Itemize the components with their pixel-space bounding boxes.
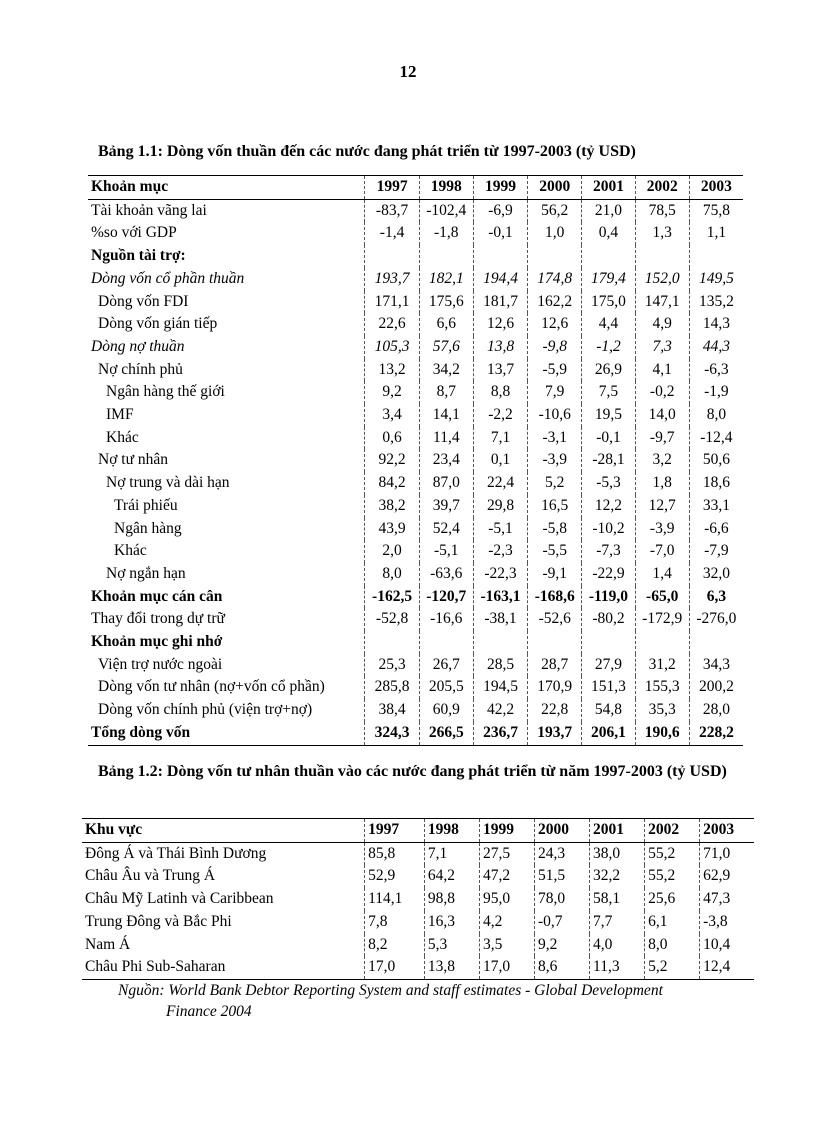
table1-cell: -10,2: [582, 518, 635, 541]
table1-cell: 182,1: [419, 268, 473, 291]
table2-row-label: Châu Phi Sub-Saharan: [85, 958, 226, 976]
table1-header-label: Khoản mục: [91, 178, 169, 195]
table1-cell: 228,2: [689, 722, 743, 745]
table1-cell: 0,6: [365, 427, 419, 450]
table1-row: [88, 608, 743, 631]
table1-cell: 78,5: [635, 199, 689, 222]
table1-row-label: Tài khoản vãng lai: [91, 201, 207, 219]
table1-row: [88, 654, 743, 677]
table2-cell: 24,3: [535, 842, 590, 865]
table1-cell: -0,1: [582, 427, 635, 450]
table1-cell: 200,2: [689, 676, 743, 699]
table2-header-label: Khu vực: [85, 821, 143, 838]
table1-cell: 12,6: [528, 313, 582, 336]
table2-year-header: 1998: [424, 819, 479, 843]
table1-row: [88, 699, 743, 722]
table1-cell: 52,4: [419, 518, 473, 541]
page-number: 12: [399, 62, 417, 81]
table1-row: [88, 722, 743, 745]
table1-cell: -1,2: [582, 336, 635, 359]
table1-row: [88, 199, 743, 222]
table1-cell: -6,9: [473, 199, 527, 222]
table2-cell: 85,8: [365, 842, 425, 865]
table2-cell: 6,1: [645, 911, 700, 934]
table2-cell: 27,5: [479, 842, 534, 865]
table1-row-label: Nợ chính phủ: [98, 360, 183, 378]
table1-cell: -0,1: [473, 222, 527, 245]
table2-cell: 52,9: [365, 865, 425, 888]
table2-cell: 5,3: [424, 934, 479, 957]
table1-cell: 16,5: [528, 495, 582, 518]
table1-cell: 22,8: [528, 699, 582, 722]
table2-cell: -3,8: [700, 911, 754, 934]
table1-row-label: Khác: [106, 428, 139, 446]
table1-cell: 13,8: [473, 336, 527, 359]
table2-cell: 10,4: [700, 934, 754, 957]
table1-cell: -5,5: [528, 540, 582, 563]
table1-cell: 12,7: [635, 495, 689, 518]
table1-cell: 0,1: [473, 449, 527, 472]
table1-cell: [419, 631, 473, 654]
table1-cell: 285,8: [365, 676, 419, 699]
table1-cell: 38,2: [365, 495, 419, 518]
table2-cell: 16,3: [424, 911, 479, 934]
table1-row-label: Dòng vốn tư nhân (nợ+vốn cổ phần): [98, 678, 325, 696]
table1-cell: [528, 631, 582, 654]
table2-row: [82, 956, 754, 979]
table2-cell: 47,2: [479, 865, 534, 888]
table1-cell: 266,5: [419, 722, 473, 745]
table2-cell: 5,2: [645, 956, 700, 979]
table1-cell: 34,2: [419, 359, 473, 382]
table1-cell: -5,1: [473, 518, 527, 541]
table1-cell: -163,1: [473, 586, 527, 609]
table1-cell: [365, 245, 419, 268]
table1-cell: -10,6: [528, 404, 582, 427]
table1-row-label: Dòng nợ thuần: [91, 337, 185, 355]
table2-cell: 7,8: [365, 911, 425, 934]
table1-cell: -9,1: [528, 563, 582, 586]
table1-year-header: 2000: [528, 176, 582, 200]
table2-caption: Bảng 1.2: Dòng vốn tư nhân thuần vào các nước đang phát triển từ năm 1997-2003 (tỷ USD): [98, 763, 727, 780]
table2-cell: 98,8: [424, 888, 479, 911]
table2-year-header: 2002: [645, 819, 700, 843]
table2-cell: 55,2: [645, 865, 700, 888]
table2-cell: 51,5: [535, 865, 590, 888]
table1-cell: 193,7: [365, 268, 419, 291]
table1-cell: 60,9: [419, 699, 473, 722]
table1-cell: 8,7: [419, 381, 473, 404]
table1-cell: 6,3: [689, 586, 743, 609]
table1-cell: -9,7: [635, 427, 689, 450]
table1-cell: 22,4: [473, 472, 527, 495]
table1-cell: 7,1: [473, 427, 527, 450]
table1-cell: -102,4: [419, 199, 473, 222]
table1-cell: -38,1: [473, 608, 527, 631]
table1-cell: 28,0: [689, 699, 743, 722]
table1-cell: 22,6: [365, 313, 419, 336]
table1-cell: 147,1: [635, 291, 689, 314]
table1-cell: 105,3: [365, 336, 419, 359]
table1-cell: [419, 245, 473, 268]
table1: [88, 175, 743, 746]
table1-cell: 7,3: [635, 336, 689, 359]
table1-cell: 8,0: [365, 563, 419, 586]
table1-cell: 26,9: [582, 359, 635, 382]
table1-cell: -6,3: [689, 359, 743, 382]
table1-cell: -168,6: [528, 586, 582, 609]
table1-row: [88, 359, 743, 382]
table1-cell: -6,6: [689, 518, 743, 541]
table1-row: [88, 404, 743, 427]
table1-row: [88, 495, 743, 518]
table1-cell: [473, 245, 527, 268]
table1-cell: 12,2: [582, 495, 635, 518]
table1-row: [88, 381, 743, 404]
table2-cell: 32,2: [590, 865, 645, 888]
table2-row-label: Trung Đông và Bắc Phi: [85, 912, 232, 930]
table2-cell: 3,5: [479, 934, 534, 957]
table2-header-row: [82, 819, 754, 843]
table1-cell: 1,3: [635, 222, 689, 245]
table2-year-header: 1999: [479, 819, 534, 843]
table2-cell: 25,6: [645, 888, 700, 911]
table1-cell: 44,3: [689, 336, 743, 359]
table1-cell: 8,8: [473, 381, 527, 404]
table1-row-label: Ngân hàng: [114, 519, 182, 537]
table1-cell: 149,5: [689, 268, 743, 291]
table1-year-header: 1999: [473, 176, 527, 200]
table2-cell: 8,2: [365, 934, 425, 957]
table1-cell: 38,4: [365, 699, 419, 722]
table1-cell: -5,3: [582, 472, 635, 495]
table1-row: [88, 313, 743, 336]
table1-cell: 170,9: [528, 676, 582, 699]
table1-year-header: 2001: [582, 176, 635, 200]
table1-cell: -80,2: [582, 608, 635, 631]
table1-cell: 1,1: [689, 222, 743, 245]
table1-cell: 75,8: [689, 199, 743, 222]
table1-cell: 324,3: [365, 722, 419, 745]
table1-year-header: 2003: [689, 176, 743, 200]
table1-row-label: Dòng vốn gián tiếp: [98, 315, 218, 333]
table1-cell: 34,3: [689, 654, 743, 677]
table1-cell: 9,2: [365, 381, 419, 404]
table1-cell: 33,1: [689, 495, 743, 518]
table1-cell: 23,4: [419, 449, 473, 472]
table2-cell: 7,1: [424, 842, 479, 865]
table1-row-label: Khác: [114, 542, 147, 560]
table1-cell: 4,4: [582, 313, 635, 336]
table1-cell: 6,6: [419, 313, 473, 336]
table1-cell: 236,7: [473, 722, 527, 745]
table1-year-header: 2002: [635, 176, 689, 200]
table2-cell: 4,2: [479, 911, 534, 934]
table1-cell: 14,1: [419, 404, 473, 427]
table1-cell: -22,3: [473, 563, 527, 586]
table1-cell: 190,6: [635, 722, 689, 745]
table1-cell: [689, 245, 743, 268]
table1-cell: -3,9: [635, 518, 689, 541]
table1-row-label: IMF: [106, 406, 134, 424]
table1-cell: 21,0: [582, 199, 635, 222]
table1-row-label: Dòng vốn FDI: [98, 292, 189, 310]
table1-cell: 26,7: [419, 654, 473, 677]
table1-cell: 1,4: [635, 563, 689, 586]
table2-cell: 9,2: [535, 934, 590, 957]
table1-cell: 179,4: [582, 268, 635, 291]
table2-row: [82, 865, 754, 888]
table1-row: [88, 449, 743, 472]
table1-cell: 13,7: [473, 359, 527, 382]
table1-row-label: Nguồn tài trợ:: [91, 247, 186, 265]
table1-row: [88, 291, 743, 314]
table1-row: [88, 472, 743, 495]
table2-cell: 64,2: [424, 865, 479, 888]
table1-cell: 162,2: [528, 291, 582, 314]
table1-cell: -1,4: [365, 222, 419, 245]
table2-row: [82, 888, 754, 911]
table2-cell: 4,0: [590, 934, 645, 957]
table1-cell: -52,8: [365, 608, 419, 631]
table2-cell: 78,0: [535, 888, 590, 911]
table1-cell: 1,0: [528, 222, 582, 245]
table1-cell: 171,1: [365, 291, 419, 314]
table1-cell: 35,3: [635, 699, 689, 722]
table2-cell: 38,0: [590, 842, 645, 865]
table1-cell: 13,2: [365, 359, 419, 382]
table1-cell: -5,9: [528, 359, 582, 382]
table2-year-header: 2001: [590, 819, 645, 843]
table1-cell: 175,6: [419, 291, 473, 314]
table1-cell: 87,0: [419, 472, 473, 495]
table1-cell: [528, 245, 582, 268]
table2-cell: 8,0: [645, 934, 700, 957]
table1-row: [88, 631, 743, 654]
table1-cell: 7,5: [582, 381, 635, 404]
table1-row-label: Trái phiếu: [114, 496, 178, 514]
table1-row: [88, 427, 743, 450]
table1-cell: -172,9: [635, 608, 689, 631]
table2-cell: 13,8: [424, 956, 479, 979]
table2-row-label: Châu Âu và Trung Á: [85, 867, 216, 885]
table1-caption: Bảng 1.1: Dòng vốn thuần đến các nước đang phát triển từ 1997-2003 (tỷ USD): [98, 143, 636, 160]
table2-row-label: Đông Á và Thái Bình Dương: [85, 844, 267, 862]
table1-cell: 206,1: [582, 722, 635, 745]
table1-cell: 43,9: [365, 518, 419, 541]
table2-row-label: Châu Mỹ Latinh và Caribbean: [85, 890, 274, 908]
table1-cell: 4,9: [635, 313, 689, 336]
table1-row-label: Dòng vốn chính phủ (viện trợ+nợ): [98, 701, 313, 719]
table1-cell: 5,2: [528, 472, 582, 495]
table1-cell: 151,3: [582, 676, 635, 699]
table1-row-label: Nợ ngắn hạn: [106, 564, 186, 582]
table1-cell: 11,4: [419, 427, 473, 450]
table1-cell: -22,9: [582, 563, 635, 586]
table1-cell: -9,8: [528, 336, 582, 359]
table1-cell: 3,2: [635, 449, 689, 472]
table1-cell: 39,7: [419, 495, 473, 518]
table1-cell: 194,4: [473, 268, 527, 291]
table1-cell: 25,3: [365, 654, 419, 677]
table2-row: [82, 842, 754, 865]
table1-cell: 56,2: [528, 199, 582, 222]
table1-row: [88, 268, 743, 291]
table1-row-label: Khoản mục cán cân: [91, 587, 223, 605]
table1-cell: 14,0: [635, 404, 689, 427]
table1-cell: -28,1: [582, 449, 635, 472]
table2: [82, 818, 754, 980]
table2-cell: 95,0: [479, 888, 534, 911]
table1-row: [88, 222, 743, 245]
table1-cell: 4,1: [635, 359, 689, 382]
table2-cell: 17,0: [365, 956, 425, 979]
table2-row: [82, 934, 754, 957]
table1-cell: 27,9: [582, 654, 635, 677]
table2-cell: 58,1: [590, 888, 645, 911]
table1-row-label: Khoản mục ghi nhớ: [91, 633, 223, 651]
table1-cell: -12,4: [689, 427, 743, 450]
source-note: [118, 980, 758, 1022]
table1-cell: [365, 631, 419, 654]
table1-cell: 2,0: [365, 540, 419, 563]
table1-cell: -63,6: [419, 563, 473, 586]
table1-row-label: Ngân hàng thế giới: [106, 383, 225, 401]
table1-cell: 0,4: [582, 222, 635, 245]
table1-cell: 92,2: [365, 449, 419, 472]
table1-cell: -52,6: [528, 608, 582, 631]
source-line-1: Nguồn: World Bank Debtor Reporting System and staff estimates - Global Development: [118, 982, 663, 999]
table1-cell: 194,5: [473, 676, 527, 699]
table2-cell: 11,3: [590, 956, 645, 979]
table1-cell: 181,7: [473, 291, 527, 314]
table1-cell: -120,7: [419, 586, 473, 609]
table1-cell: -7,0: [635, 540, 689, 563]
table1-cell: -65,0: [635, 586, 689, 609]
table2-year-header: 1997: [365, 819, 425, 843]
table1-cell: 31,2: [635, 654, 689, 677]
table1-cell: 1,8: [635, 472, 689, 495]
table1-row: [88, 336, 743, 359]
table1-cell: 29,8: [473, 495, 527, 518]
table1-cell: [689, 631, 743, 654]
table1-row: [88, 586, 743, 609]
table1-row: [88, 518, 743, 541]
table1-year-header: 1998: [419, 176, 473, 200]
table2-cell: 7,7: [590, 911, 645, 934]
table1-cell: 205,5: [419, 676, 473, 699]
table1-cell: 84,2: [365, 472, 419, 495]
table1-cell: -83,7: [365, 199, 419, 222]
source-line-2: Finance 2004: [166, 1003, 252, 1020]
table2-row: [82, 911, 754, 934]
table2-row-label: Nam Á: [85, 935, 131, 953]
table1-cell: -3,9: [528, 449, 582, 472]
table1-cell: -3,1: [528, 427, 582, 450]
table1-row: [88, 245, 743, 268]
table1-cell: -16,6: [419, 608, 473, 631]
table2-cell: 47,3: [700, 888, 754, 911]
table1-cell: 28,5: [473, 654, 527, 677]
table1-cell: 50,6: [689, 449, 743, 472]
table1-row-label: Nợ tư nhân: [98, 451, 168, 469]
table1-cell: [635, 245, 689, 268]
table1-cell: 12,6: [473, 313, 527, 336]
table1-cell: 32,0: [689, 563, 743, 586]
table1-row-label: %so với GDP: [91, 224, 177, 242]
table1-cell: -7,3: [582, 540, 635, 563]
table2-year-header: 2000: [535, 819, 590, 843]
table1-cell: 19,5: [582, 404, 635, 427]
table1-cell: 7,9: [528, 381, 582, 404]
table2-cell: -0,7: [535, 911, 590, 934]
table1-cell: 174,8: [528, 268, 582, 291]
table1-cell: 42,2: [473, 699, 527, 722]
table1-cell: [473, 631, 527, 654]
table1-cell: -2,2: [473, 404, 527, 427]
table2-year-header: 2003: [700, 819, 754, 843]
table1-cell: -276,0: [689, 608, 743, 631]
table1-cell: [635, 631, 689, 654]
table1-cell: 175,0: [582, 291, 635, 314]
table1-row-label: Nợ trung và dài hạn: [106, 474, 230, 492]
table1-row-label: Dòng vốn cổ phần thuần: [91, 269, 245, 287]
table1-cell: -119,0: [582, 586, 635, 609]
table2-cell: 62,9: [700, 865, 754, 888]
table1-cell: 54,8: [582, 699, 635, 722]
table1-year-header: 1997: [365, 176, 419, 200]
table1-cell: 57,6: [419, 336, 473, 359]
table2-cell: 12,4: [700, 956, 754, 979]
table1-cell: [582, 245, 635, 268]
table1-row-label: Viện trợ nước ngoài: [98, 655, 223, 673]
table1-cell: 28,7: [528, 654, 582, 677]
table2-cell: 8,6: [535, 956, 590, 979]
table2-cell: 71,0: [700, 842, 754, 865]
table1-row-label: Tổng dòng vốn: [91, 723, 191, 741]
table1-cell: -5,8: [528, 518, 582, 541]
table1-cell: 18,6: [689, 472, 743, 495]
table1-cell: -162,5: [365, 586, 419, 609]
table1-cell: -5,1: [419, 540, 473, 563]
table1-cell: -0,2: [635, 381, 689, 404]
table1-header-row: [88, 176, 743, 200]
table1-row: [88, 540, 743, 563]
table1-cell: 155,3: [635, 676, 689, 699]
table2-cell: 55,2: [645, 842, 700, 865]
table1-row-label: Thay đổi trong dự trữ: [91, 610, 225, 628]
table1-row: [88, 563, 743, 586]
table1-cell: [582, 631, 635, 654]
table1-row: [88, 676, 743, 699]
table1-cell: -2,3: [473, 540, 527, 563]
table1-cell: -7,9: [689, 540, 743, 563]
table1-cell: -1,8: [419, 222, 473, 245]
table2-cell: 114,1: [365, 888, 425, 911]
table1-cell: 3,4: [365, 404, 419, 427]
table1-cell: -1,9: [689, 381, 743, 404]
table2-cell: 17,0: [479, 956, 534, 979]
table1-cell: 8,0: [689, 404, 743, 427]
table1-cell: 193,7: [528, 722, 582, 745]
table1-cell: 14,3: [689, 313, 743, 336]
table1-cell: 152,0: [635, 268, 689, 291]
table1-cell: 135,2: [689, 291, 743, 314]
